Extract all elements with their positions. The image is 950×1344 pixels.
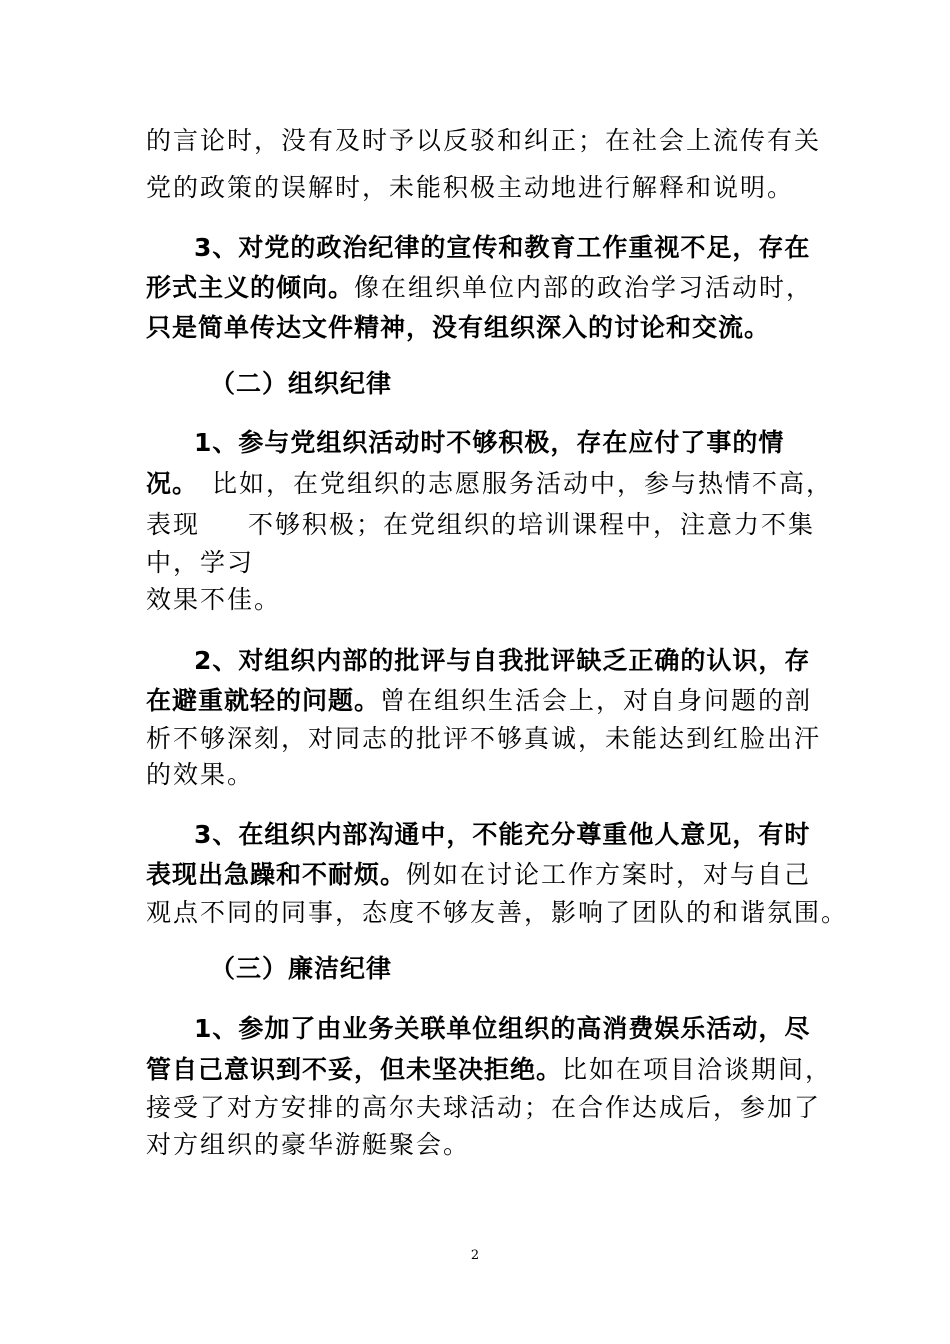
paragraph-line: 3、在组织内部沟通中，不能充分尊重他人意见，有时 xyxy=(194,820,811,849)
paragraph-text: 例如在讨论工作方案时，对与自己 xyxy=(406,860,812,889)
paragraph-line: 接受了对方安排的高尔夫球活动；在合作达成后，参加了 xyxy=(146,1093,822,1122)
paragraph-line xyxy=(146,684,812,718)
paragraph-line: 1、参加了由业务关联单位组织的高消费娱乐活动，尽 xyxy=(194,1014,811,1043)
paragraph-line: 1、参与党组织活动时不够积极，存在应付了事的情 xyxy=(194,428,785,457)
paragraph-lead: 管自己意识到不妥，但未坚决拒绝。 xyxy=(146,1055,563,1084)
paragraph-line: 析不够深刻，对同志的批评不够真诚，未能达到红脸出汗 xyxy=(146,724,822,753)
paragraph-line: 的言论时，没有及时予以反驳和纠正；在社会上流传有关 xyxy=(146,126,822,155)
paragraph-text: 不够积极；在党组织的培训课程中，注意力不集 xyxy=(248,510,816,539)
paragraph-line: 对方组织的豪华游艇聚会。 xyxy=(146,1130,471,1159)
paragraph-line xyxy=(146,858,811,892)
paragraph-line: 中，学习 xyxy=(146,548,255,577)
paragraph-line: 2、对组织内部的批评与自我批评缺乏正确的认识，存 xyxy=(194,646,811,675)
section-heading-integrity: （三）廉洁纪律 xyxy=(210,954,393,983)
paragraph-text: 表现 xyxy=(146,510,201,539)
paragraph-lead: 在避重就轻的问题。 xyxy=(146,686,381,715)
paragraph-line: 效果不佳。 xyxy=(146,585,282,614)
paragraph-text: 比如在项目洽谈期间， xyxy=(562,1055,833,1084)
paragraph-text: 像在组织单位内部的政治学习活动时， xyxy=(354,273,814,302)
paragraph-line: 党的政策的误解时，未能积极主动地进行解释和说明。 xyxy=(146,173,795,202)
paragraph-line: 3、对党的政治纪律的宣传和教育工作重视不足，存在 xyxy=(194,233,811,262)
page-number: 2 xyxy=(470,1248,480,1263)
paragraph-line: 只是简单传达文件精神，没有组织深入的讨论和交流。 xyxy=(146,313,771,342)
section-heading-organization: （二）组织纪律 xyxy=(210,369,393,398)
paragraph-line xyxy=(146,508,815,542)
paragraph-line: 观点不同的同事，态度不够友善，影响了团队的和谐氛围。 xyxy=(146,898,849,927)
paragraph-text: 比如，在党组织的志愿服务活动中，参与热情不高， xyxy=(212,469,834,498)
paragraph-line xyxy=(146,1053,832,1087)
paragraph-lead: 表现出急躁和不耐烦。 xyxy=(146,860,407,889)
paragraph-line xyxy=(146,467,833,501)
paragraph-line: 的效果。 xyxy=(146,760,255,789)
paragraph-lead: 形式主义的倾向。 xyxy=(146,273,355,302)
paragraph-lead: 况。 xyxy=(146,469,199,498)
paragraph-text: 曾在组织生活会上，对自身问题的剖 xyxy=(380,686,813,715)
paragraph-line xyxy=(146,271,813,305)
